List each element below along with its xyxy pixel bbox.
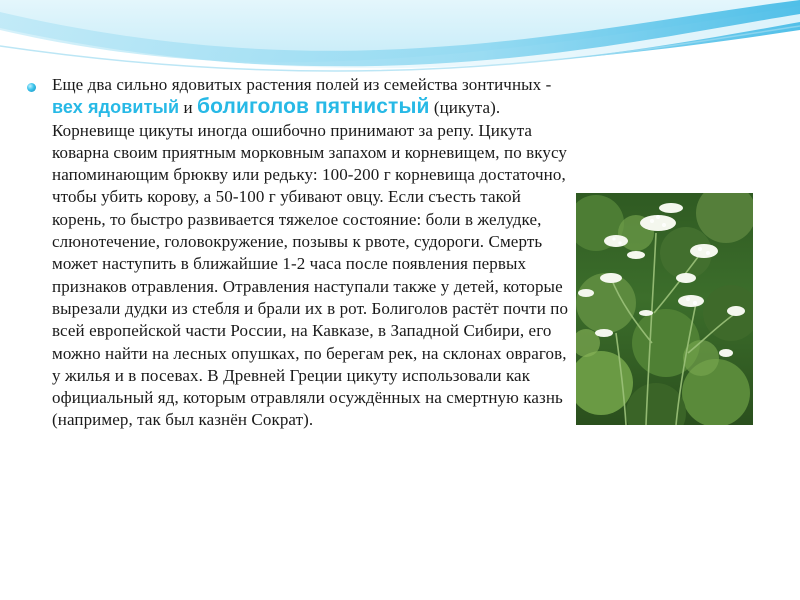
round-bullet-icon [27,83,36,92]
header-wave-decoration [0,0,800,75]
paragraph-intro: Еще два сильно ядовитых растения полей из семейства зонтичных - [52,75,552,94]
hemlock-plant-photo [576,193,753,425]
highlight-poison-hemlock: болиголов пятнистый [197,95,430,119]
paragraph-rest: (цикута). Корневище цикуты иногда ошибочно принимают за репу. Цикута коварна своим приятным морковным запахом и корневищем, по вкусу напоминающим брюкву или редьку: 100-200 г корневища достаточно, чтобы убить корову, а 50-100 г убивают овцу. Если съесть такой корень, то быстро развивается тяжелое состояние: боли в желудке, слюнотечение, головокружение, позывы к рвоте, судороги. Смерть может наступить в ближайшие 1-2 часа после появления первых признаков отравления. Отравления наступали также у детей, которые вырезали дудки из стебля и брали их в рот. Болиголов растёт почти по всей европейской части России, на Кавказе, в Западной Сибири, его можно найти на лесных опушках, по берегам рек, на склонах оврагов, у жилья и в посевах. В Древней Греции цикуту использовали как официальный яд, которым отравляли осуждённых на смертную казнь (например, так был казнён Сократ). [52,98,569,430]
highlight-poisonous-cowbane: вех ядовитый [52,97,180,118]
body-paragraph [52,74,572,432]
paragraph-and-word: и [179,98,198,118]
